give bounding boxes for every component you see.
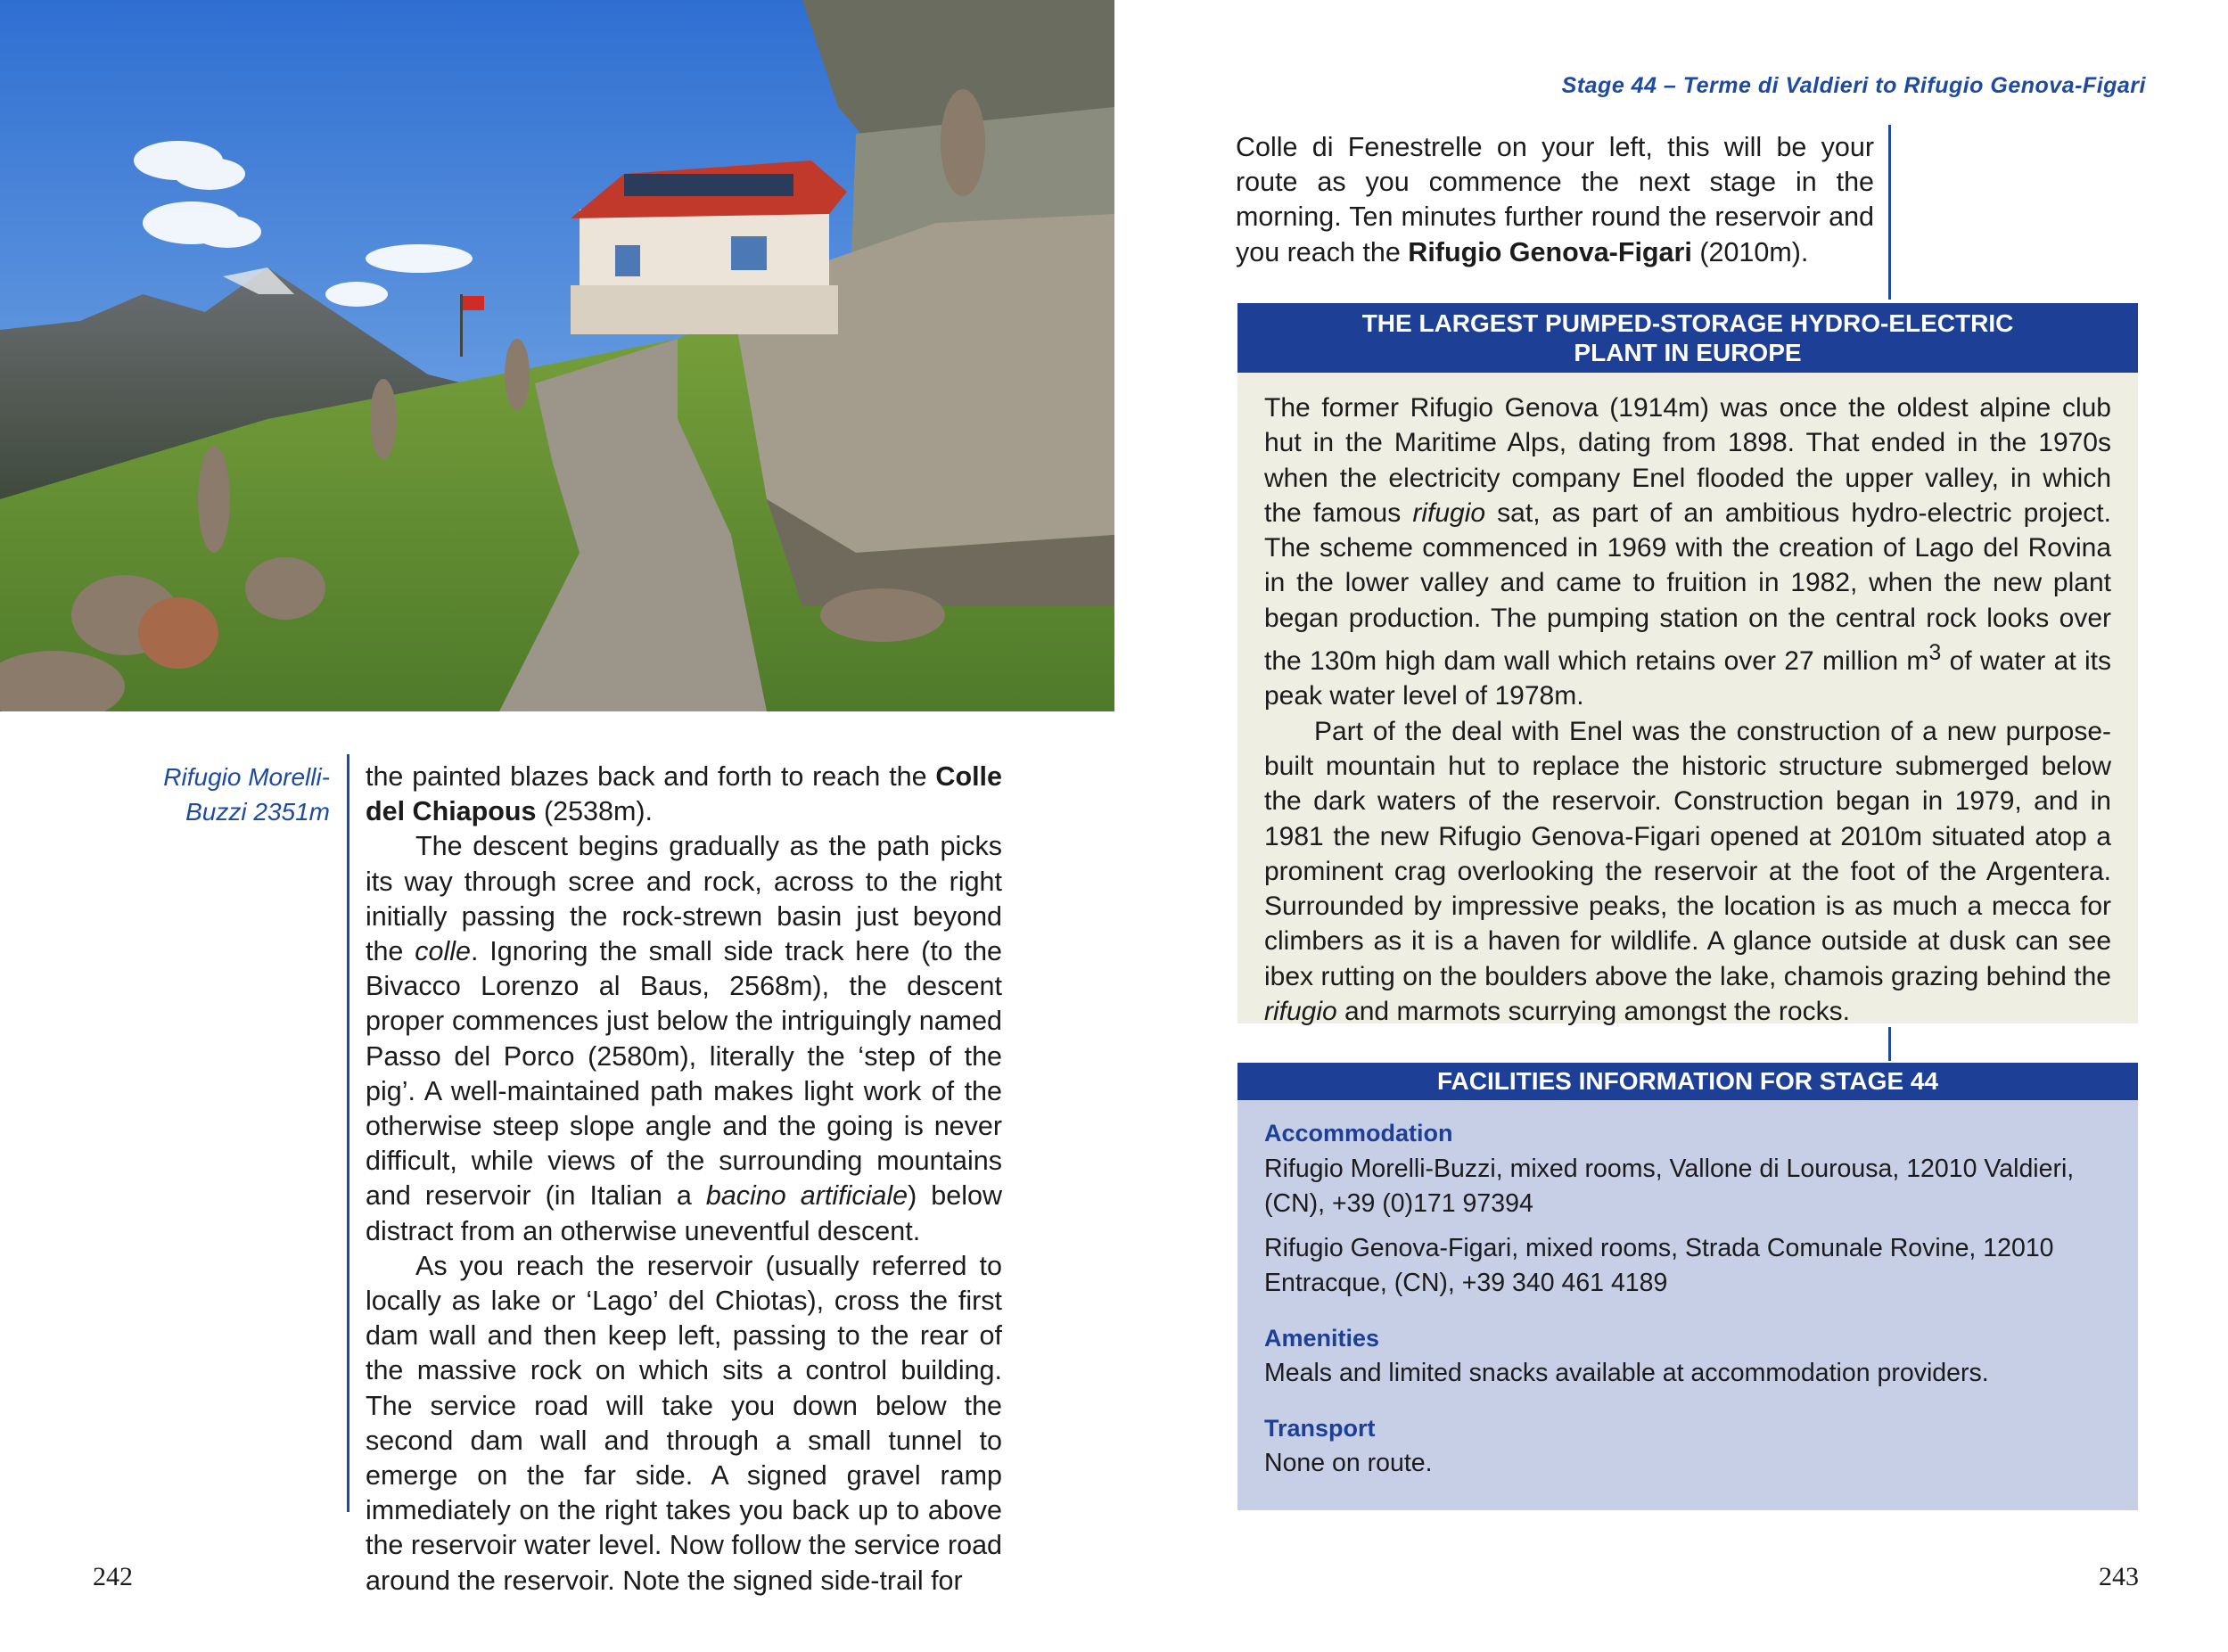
box-body [1237,1100,2138,1482]
box-body [1237,373,2138,1029]
paragraph: The descent begins gradually as the path picks its way through scree and rock, across to the right initially passing the rock-strewn basin just beyond the colle. Ignoring the small side track here (to the Bivacco Lorenzo al Baus, 2568m), the descent proper commences just below the intriguingly named Passo del Porco (2580m), literally the ‘step of the pig’. A well-maintained path makes light work of the otherwise steep slope angle and the going is never difficult, while views of the surrounding mountains and reservoir (in Italian a bacino artificiale) below distract from an otherwise uneventful descent. [366,831,1002,1246]
paragraph: Part of the deal with Enel was the construction of a new purpose-built mountain hut to replace the historic structure submerged below the dark waters of the reservoir. Construction began in 1979, and in 1981 the new Rifugio Genova-Figari opened at 2010m situated atop a prominent crag overlooking the reservoir at the foot of the Argentera. Surrounded by impressive peaks, the location is as much a mecca for climbers as it is a haven for wildlife. A glance outside at dusk can see ibex rutting on the boulders above the lake, chamois grazing behind the rifugio and marmots scurrying amongst the rocks. [1264,716,2111,1027]
place-name: Colle del Chiapous [366,761,1002,827]
italic-term: rifugio [1412,497,1486,528]
italic-term: rifugio [1264,997,1337,1027]
facilities-info-box [1237,1063,2138,1510]
margin-rule [1888,1027,1891,1061]
paragraph: As you reach the reservoir (usually referred to locally as lake or ‘Lago’ del Chiotas), cross the first dam wall and then keep left, passing to the rear of the massive rock on which sits a control building. The service road will take you down below the second dam wall and through a small tunnel to emerge on the far side. A signed gravel ramp immediately on the right takes you back up to above the reservoir water level. Now follow the service road around the reservoir. Note the signed side-trail for [366,1250,1002,1596]
page-number-left: 242 [93,1562,133,1591]
right-page-body [1236,130,1874,270]
paragraph: Colle di Fenestrelle on your left, this will be your route as you commence the next stage in the morning. Ten minutes further round the reservoir and you reach the Rifugio Genova-Figari (2010m). [1236,132,1874,267]
section-heading-accommodation: Accommodation [1264,1120,1453,1147]
page-number-right: 243 [2099,1562,2139,1591]
photo-caption [116,760,330,829]
paragraph: the painted blazes back and forth to reach the Colle del Chiapous (2538m). [366,761,1002,827]
running-head: Stage 44 – Terme di Valdieri to Rifugio Genova-Figari [1561,73,2146,98]
section-heading-amenities: Amenities [1264,1324,1380,1352]
transport-text: None on route. [1264,1449,1433,1477]
box-title: THE LARGEST PUMPED-STORAGE HYDRO-ELECTRIC PLANT IN EUROPE [1237,303,2138,373]
place-name: Rifugio Genova-Figari [1408,236,1692,267]
italic-term: colle [415,936,471,967]
italic-term: bacino artificiale [705,1180,908,1212]
left-page-body [366,760,1002,1599]
photo-rifugio-morelli-buzzi [0,0,1114,711]
margin-rule [1888,125,1891,300]
caption-rule [347,754,349,1512]
paragraph: The former Rifugio Genova (1914m) was once the oldest alpine club hut in the Maritime Alps, dating from 1898. That ended in the 1970s when the electricity company Enel flooded the upper valley, in which the famous rifugio sat, as part of an ambitious hydro-electric project. The scheme commenced in 1969 with the creation of Lago del Rovina in the lower valley and came to fruition in 1982, when the new plant began production. The pumping station on the central rock looks over the 130m high dam wall which retains over 27 million $m^3$ of water at its peak water level of 1978m. [1264,393,2111,711]
section-heading-transport: Transport [1264,1414,1376,1442]
accommodation-entry: Rifugio Morelli-Buzzi, mixed rooms, Vallone di Lourousa, 12010 Valdieri, (CN), +39 (0)171 97394 [1264,1154,2075,1218]
caption-line-2: Buzzi 2351m [185,798,330,826]
sidebar-box-hydro-electric [1237,303,2138,1027]
accommodation-entry: Rifugio Genova-Figari, mixed rooms, Strada Comunale Rovine, 12010 Entracque, (CN), +39 340 461 4189 [1264,1233,2054,1297]
box-title: FACILITIES INFORMATION FOR STAGE 44 [1237,1063,2138,1100]
amenities-text: Meals and limited snacks available at accommodation providers. [1264,1359,1989,1387]
superscript: 3 [1928,640,1942,666]
caption-line-1: Rifugio Morelli- [163,763,330,791]
